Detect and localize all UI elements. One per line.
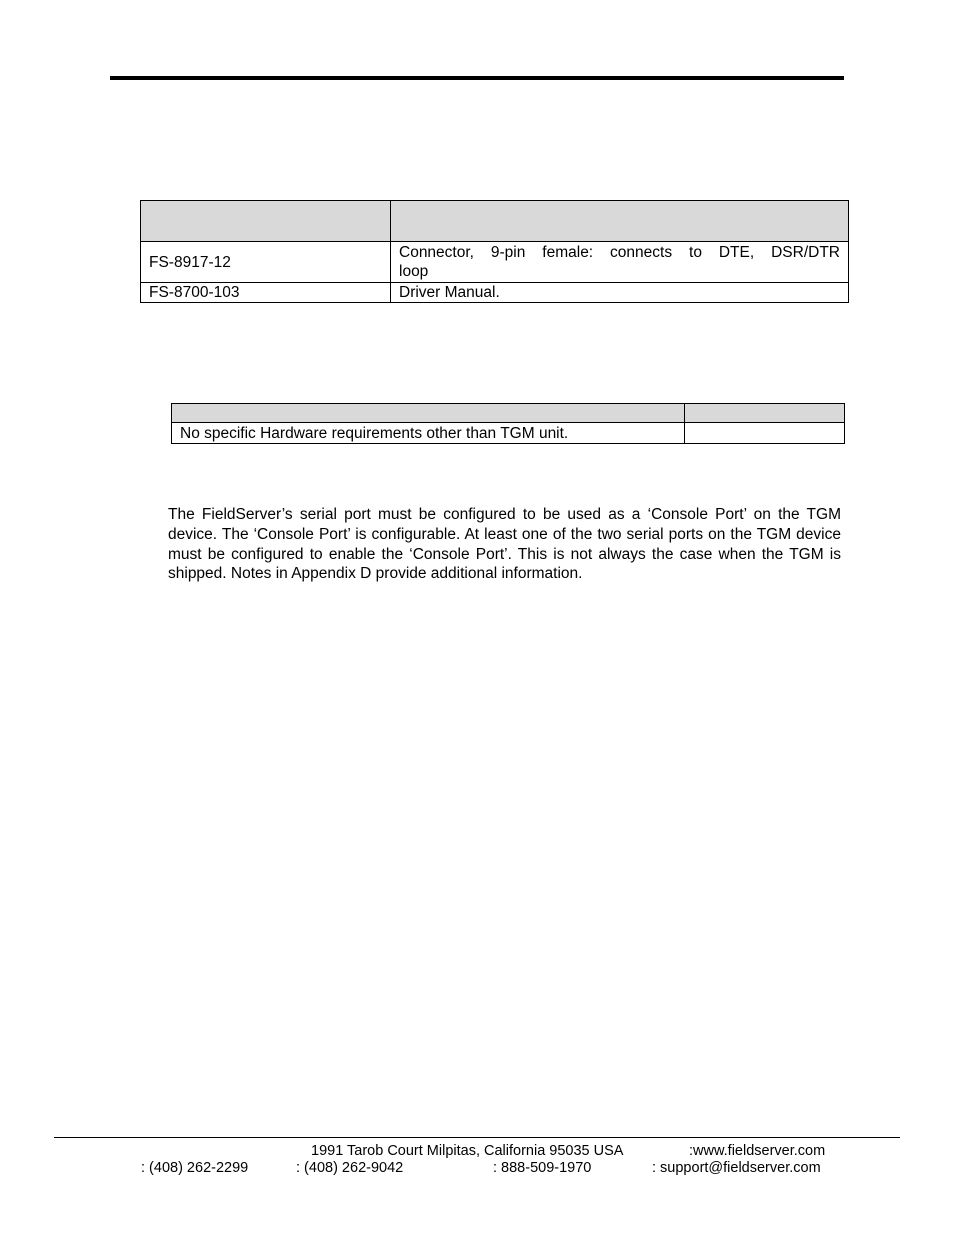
part-number: FS-8917-12 <box>141 242 391 283</box>
footer-phone: : (408) 262-2299 <box>141 1160 249 1176</box>
parts-table-header-row <box>141 201 849 242</box>
hardware-requirement: No specific Hardware requirements other than TGM unit. <box>172 423 685 444</box>
footer-rule <box>54 1137 900 1138</box>
parts-table-header-part <box>141 201 391 242</box>
part-description-line: Connector, 9-pin female: connects to DTE, DSR/DTR <box>399 244 840 261</box>
footer-email: : support@fieldserver.com <box>652 1160 821 1176</box>
parts-table-header-description <box>391 201 849 242</box>
footer-address: 1991 Tarob Court Milpitas, California 95035 USA <box>311 1143 624 1159</box>
footer-toll-free: : 888-509-1970 <box>493 1160 592 1176</box>
hardware-extra <box>685 423 845 444</box>
header-rule <box>110 76 844 80</box>
table-row <box>141 242 849 283</box>
hardware-table <box>171 403 845 444</box>
parts-table <box>140 200 849 303</box>
table-row <box>172 423 845 444</box>
hardware-table-header-requirement <box>172 404 685 423</box>
hardware-table-header-row <box>172 404 845 423</box>
footer-website: :www.fieldserver.com <box>689 1143 826 1159</box>
part-description <box>391 242 849 283</box>
part-number: FS-8700-103 <box>141 283 391 303</box>
footer-fax: : (408) 262-9042 <box>296 1160 404 1176</box>
part-description: Driver Manual. <box>391 283 849 303</box>
part-description-line: loop <box>399 263 429 280</box>
table-row <box>141 283 849 303</box>
hardware-table-header-extra <box>685 404 845 423</box>
console-port-paragraph: The FieldServer’s serial port must be configured to be used as a ‘Console Port’ on the TGM device. The ‘Console Port’ is configurable. At least one of the two serial ports on the TGM device must be configured to enable the ‘Console Port’. This is not always the case when the TGM is shipped. Notes in Appendix D provide additional information. <box>168 506 841 583</box>
